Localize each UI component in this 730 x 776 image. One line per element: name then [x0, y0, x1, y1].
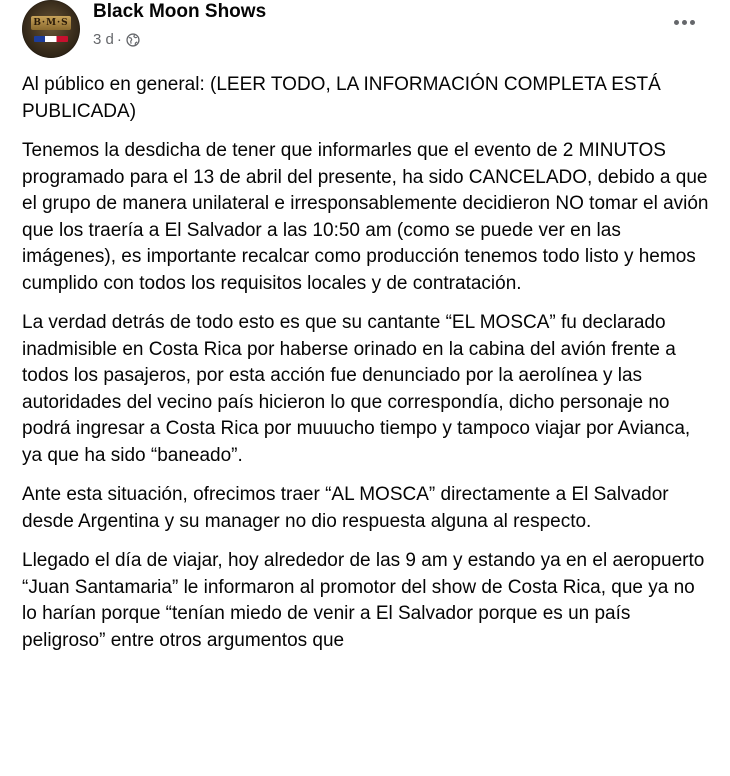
post-meta: [93, 31, 140, 48]
post-paragraph: Llegado el día de viajar, hoy alrededor de las 9 am y estando ya en el aeropuerto “Juan Santamaria” le informaron al promotor del show de Costa Rica, que ya no lo harían porque “tenían miedo de venir a El Salvador porque es un país peligroso” entre otros argumentos que: [22, 550, 705, 651]
post-paragraph: Tenemos la desdicha de tener que informarles que el evento de 2 MINUTOS programado para el 13 de abril del presente, ha sido CANCELADO, debido a que el grupo de manera unilateral e irresponsablemente decidieron NO tomar el avión que los traería a El Salvador a las 10:50 am (como se puede ver en las imágenes), es importante recalcar como producción tenemos todo listo y hemos cumplido con todos los requisitos locales y de contratación.: [22, 140, 709, 294]
post-paragraph: La verdad detrás de todo esto es que su cantante “EL MOSCA” fu declarado inadmisible en Costa Rica por haberse orinado en la cabina del avión frente a todos los pasajeros, por esta acción fue denunciado por la aerolínea y las autoridades del vecino país hicieron lo que correspondía, dicho personaje no podrá ingresar a Costa Rica por muuucho tiempo y tampoco viajar por Avianca, ya que ha sido “baneado”.: [22, 312, 691, 466]
post-header: [22, 0, 712, 60]
more-options-button[interactable]: [662, 4, 706, 40]
post-paragraph: Al público en general: (LEER TODO, LA INFORMACIÓN COMPLETA ESTÁ PUBLICADA): [22, 74, 661, 122]
globe-icon[interactable]: [126, 33, 140, 47]
post-timestamp[interactable]: 3 d: [93, 31, 114, 48]
avatar-flag-strip: [34, 36, 68, 42]
page-name-link[interactable]: Black Moon Shows: [93, 1, 267, 22]
more-horizontal-icon: [674, 20, 695, 25]
page-avatar[interactable]: [22, 0, 80, 58]
post-body: [22, 72, 712, 667]
avatar-logo: B·M·S: [31, 16, 71, 30]
meta-separator: ·: [116, 31, 122, 48]
post-paragraph: Ante esta situación, ofrecimos traer “AL MOSCA” directamente a El Salvador desde Argentina y su manager no dio respuesta alguna al respecto.: [22, 484, 669, 532]
